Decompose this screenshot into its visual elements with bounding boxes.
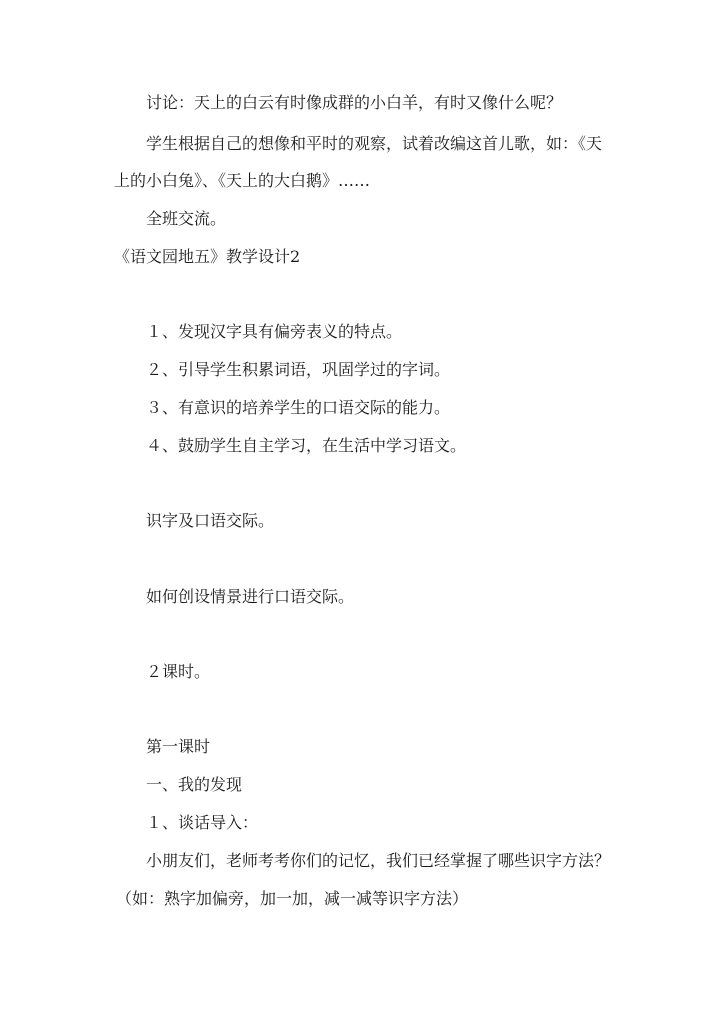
paragraph-adaptation-line1: 学生根据自己的想像和平时的观察，试着改编这首儿歌，如：《天 [146,134,603,153]
paragraph-adaptation-line2: 上的小白兔》、《天上的大白鹅》…… [114,171,371,190]
goal-item-3: ３、有意识的培养学生的口语交际的能力。 [146,398,451,417]
part-title: 一、我的发现 [146,775,243,794]
difficulty: 如何创设情景进行口语交际。 [146,587,355,606]
goal-item-4: ４、鼓励学生自主学习，在生活中学习语文。 [146,436,467,455]
goal-item-2: ２、引导学生积累词语，巩固学过的字词。 [146,360,451,379]
key-point: 识字及口语交际。 [146,511,275,530]
goal-item-1: １、发现汉字具有偏旁表义的特点。 [146,322,403,341]
paragraph-class-exchange: 全班交流。 [146,209,227,228]
paragraph-intro-line2: （如：熟字加偏旁，加一加，减一减等识字方法） [116,889,469,908]
section-title: 《语文园地五》教学设计2 [114,247,301,266]
step-title: １、谈话导入： [146,813,259,832]
paragraph-intro-line1: 小朋友们，老师考考你们的记忆，我们已经掌握了哪些识字方法？ [146,851,611,870]
paragraph-discussion: 讨论：天上的白云有时像成群的小白羊，有时又像什么呢？ [146,93,563,112]
lesson-title: 第一课时 [146,737,211,756]
class-hours: ２课时。 [146,662,211,681]
